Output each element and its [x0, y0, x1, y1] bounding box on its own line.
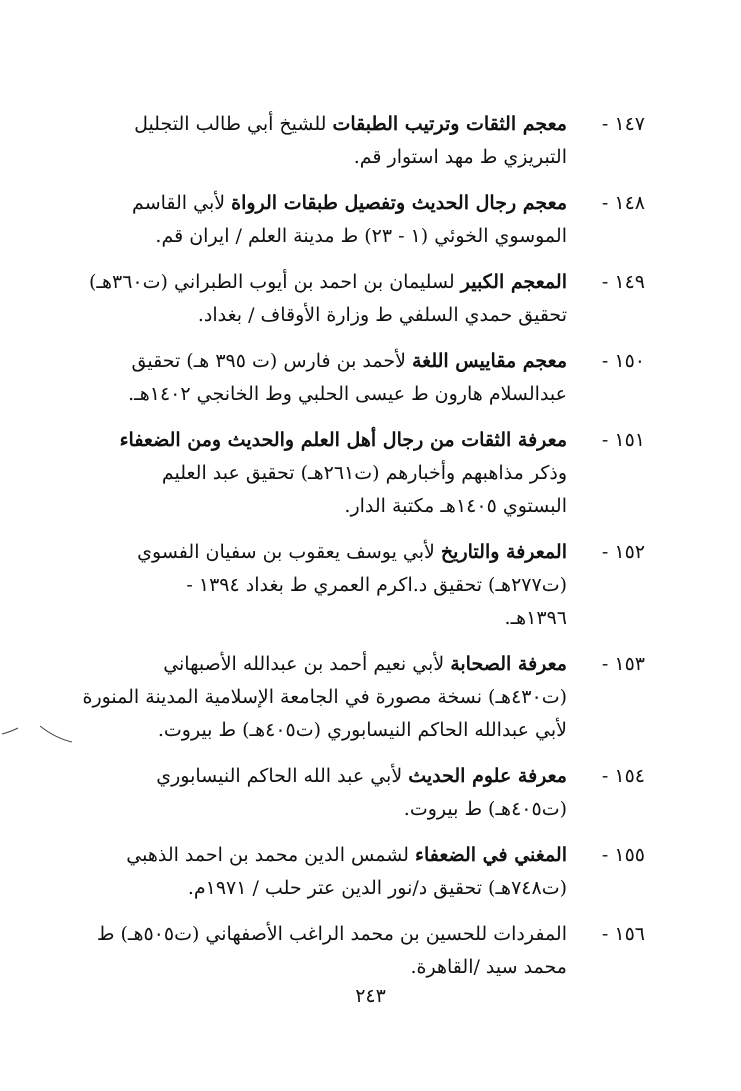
entry-author: لأبي يوسف يعقوب بن سفيان الفسوي	[137, 541, 441, 563]
entry-151	[100, 424, 645, 523]
entry-first-line	[100, 760, 567, 793]
entry-148	[100, 187, 645, 253]
entry-first-line	[100, 536, 567, 569]
entry-number: ١٥٠ -	[601, 350, 645, 372]
entry-title: معجم رجال الحديث وتفصيل طبقات الرواة	[231, 192, 567, 214]
entry-line: التبريزي ط مهد استوار قم.	[353, 146, 567, 168]
entry-first-line	[97, 918, 567, 951]
entry-line: (ت٤٠٥هـ) ط بيروت.	[403, 798, 567, 820]
entry-number: ١٥١ -	[601, 429, 645, 451]
entry-number: ١٤٧ -	[601, 113, 645, 135]
entry-first-line	[100, 424, 567, 457]
entry-number: ١٥٤ -	[601, 765, 645, 787]
entry-first-line	[100, 187, 567, 220]
entry-149	[89, 266, 645, 332]
entry-text	[100, 187, 567, 253]
page-number: ٢٤٣	[355, 985, 386, 1007]
entry-line: وذكر مذاهبهم وأخبارهم (ت٢٦١هـ) تحقيق عبد العليم	[161, 462, 567, 484]
entry-author: لشمس الدين محمد بن احمد الذهبي	[126, 844, 416, 866]
entry-author: لسليمان بن احمد بن أيوب الطبراني (ت٣٦٠هـ)	[89, 271, 461, 293]
entry-first-line	[100, 839, 567, 872]
entry-line: البستوي ١٤٠٥هـ مكتبة الدار.	[344, 495, 567, 517]
entry-title: المغني في الضعفاء	[415, 844, 567, 866]
entry-author: لأبي نعيم أحمد بن عبدالله الأصبهاني	[163, 653, 451, 675]
entry-number: ١٥٣ -	[601, 653, 645, 675]
entry-first-line	[89, 266, 567, 299]
entry-line: تحقيق حمدي السلفي ط وزارة الأوقاف / بغداد.	[197, 304, 567, 326]
entry-150	[100, 345, 645, 411]
entry-author: المفردات للحسين بن محمد الراغب الأصفهاني (ت٥٠٥هـ) ط	[96, 923, 567, 945]
entry-first-line	[82, 648, 567, 681]
entry-first-line	[100, 108, 567, 141]
entry-152	[100, 536, 645, 635]
margin-pencil-mark	[0, 712, 80, 752]
entry-author: لأبي عبد الله الحاكم النيسابوري	[156, 765, 409, 787]
entry-title: معجم الثقات وترتيب الطبقات	[332, 113, 567, 135]
entry-title: معرفة الصحابة	[450, 653, 567, 675]
entry-154	[100, 760, 645, 826]
entry-156	[96, 918, 645, 984]
entry-line: لأبي عبدالله الحاكم النيسابوري (ت٤٠٥هـ) ط بيروت.	[157, 719, 567, 741]
entry-text	[100, 108, 567, 174]
entry-number: ١٤٨ -	[601, 192, 645, 214]
bibliography-page	[82, 108, 645, 997]
entry-155	[100, 839, 645, 905]
entry-author: لأبي القاسم	[132, 192, 232, 214]
entry-number: ١٥٥ -	[601, 844, 645, 866]
entry-title: معرفة علوم الحديث	[408, 765, 567, 787]
entry-text	[97, 918, 567, 984]
entry-number: ١٥٦ -	[601, 923, 645, 945]
entry-text	[100, 536, 567, 635]
entry-text	[89, 266, 567, 332]
entry-text	[100, 839, 567, 905]
entry-first-line	[100, 345, 567, 378]
entry-title: المعرفة والتاريخ	[440, 541, 567, 563]
entry-title: معرفة الثقات من رجال أهل العلم والحديث ومن الضعفاء	[119, 429, 567, 451]
entry-line: عبدالسلام هارون ط عيسى الحلبي وط الخانجي ١٤٠٢هـ.	[128, 383, 567, 405]
entry-author: لأحمد بن فارس (ت ٣٩٥ هـ) تحقيق	[131, 350, 412, 372]
entry-147	[100, 108, 645, 174]
entry-number: ١٥٢ -	[601, 541, 645, 563]
entry-153	[82, 648, 645, 747]
entry-text	[100, 424, 567, 523]
entry-line: ١٣٩٦هـ.	[504, 607, 567, 629]
entry-line: (ت٤٣٠هـ) نسخة مصورة في الجامعة الإسلامية المدينة المنورة	[82, 686, 567, 708]
entry-title: معجم مقاييس اللغة	[411, 350, 567, 372]
entry-title: المعجم الكبير	[460, 271, 567, 293]
entry-text	[100, 345, 567, 411]
entry-number: ١٤٩ -	[601, 271, 645, 293]
entry-text	[100, 760, 567, 826]
entry-line: محمد سيد /القاهرة.	[410, 956, 567, 978]
entry-text	[82, 648, 567, 747]
entry-line: (ت٢٧٧هـ) تحقيق د.اكرم العمري ط بغداد ١٣٩٤ -	[186, 574, 567, 596]
entry-line: (ت٧٤٨هـ) تحقيق د/نور الدين عتر حلب / ١٩٧١م.	[187, 877, 567, 899]
entry-line: الموسوي الخوئي (١ - ٢٣) ط مدينة العلم / ايران قم.	[155, 225, 567, 247]
entry-author: للشيخ أبي طالب التجليل	[134, 113, 333, 135]
